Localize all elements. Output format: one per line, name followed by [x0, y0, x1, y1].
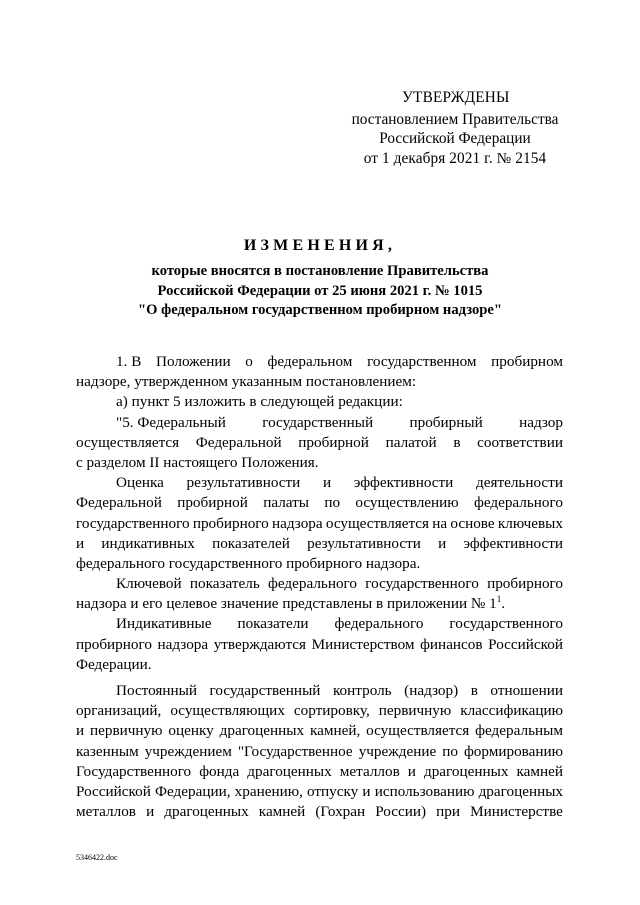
body-word: государственный	[209, 682, 321, 699]
body-word: результативности	[186, 474, 301, 492]
body-line	[76, 574, 563, 594]
body-word: использованию	[374, 782, 475, 800]
body-word: надзор	[519, 413, 563, 431]
body-word: ключевых	[497, 514, 563, 532]
body-word: Министерством	[311, 635, 415, 653]
body-word: (надзор)	[404, 682, 459, 699]
body-line: а) пункт 5 изложить в следующей редакции:	[116, 393, 403, 411]
body-word: металлов	[76, 803, 136, 821]
body-word: "5. Федеральный	[116, 413, 226, 431]
body-word: (Гохран	[315, 803, 366, 821]
body-word: показателей	[212, 534, 290, 552]
body-word: соответствии	[477, 433, 563, 451]
body-word: пробирного	[487, 575, 563, 593]
body-word: организаций,	[76, 702, 162, 720]
body-word: отпуску	[307, 782, 359, 800]
subtitle-line-2: Российской Федерации от 25 июня 2021 г. № 1015	[157, 282, 483, 299]
subtitle-line-3: "О федеральном государственном пробирном надзоре"	[138, 302, 502, 319]
body-word: и	[76, 722, 85, 740]
body-word: пробирный	[409, 413, 483, 431]
body-word: в	[453, 433, 461, 451]
body-word: и	[76, 534, 85, 552]
body-word: камней	[258, 803, 306, 821]
body-word: индикативных	[101, 534, 195, 552]
body-word: палатой	[385, 433, 437, 451]
body-word: Оценка	[116, 474, 164, 492]
body-word: Государственного	[76, 762, 192, 780]
body-word: палаты	[263, 494, 309, 512]
body-word: драгоценных	[219, 722, 305, 740]
body-word: Министерстве	[470, 803, 563, 821]
subtitle-line-1: которые вносятся в постановление Правительства	[151, 263, 489, 279]
body-line	[76, 701, 563, 721]
body-word: камней,	[309, 722, 361, 740]
body-word: сортировку,	[293, 702, 370, 720]
body-word: государственном	[367, 353, 477, 370]
body-word: на	[432, 514, 448, 532]
body-line	[76, 514, 563, 534]
footnote-ref: 1	[496, 594, 502, 605]
body-word: надзора	[157, 635, 209, 653]
body-word: казенным	[76, 742, 139, 760]
body-word: Ключевой	[116, 575, 182, 593]
body-word: государственный	[262, 413, 374, 431]
body-word: о	[245, 353, 253, 370]
body-word: и	[438, 534, 447, 552]
body-word: Российской	[76, 782, 151, 800]
body-word: осуществляется	[366, 722, 470, 740]
body-line	[76, 413, 563, 433]
body-word: осуществляется	[325, 514, 429, 532]
body-word: государственного	[76, 514, 190, 532]
body-word: России)	[375, 803, 427, 821]
body-line	[76, 721, 563, 741]
body-word: государственного	[449, 615, 563, 633]
body-word: пробирной	[177, 494, 248, 512]
body-word: классификацию	[460, 702, 563, 720]
body-word: в	[470, 682, 478, 699]
document-subtitle	[76, 262, 564, 321]
body-word: драгоценных	[247, 762, 332, 780]
body-line: федерального государственного пробирного надзора.	[76, 554, 421, 572]
body-line: с разделом II настоящего Положения.	[76, 453, 319, 471]
body-word: камней	[516, 762, 563, 780]
body-word: первичную	[378, 702, 452, 720]
body-word: федерального	[473, 494, 563, 512]
approval-heading: УТВЕРЖДЕНЫ	[402, 89, 510, 106]
body-word: "Государственное	[237, 742, 353, 760]
body-line: надзоре, утвержденном указанным постановлением:	[76, 373, 417, 391]
body-word: федеральном	[267, 353, 353, 370]
body-word: оценку	[168, 722, 214, 740]
body-line	[76, 635, 563, 655]
body-word: Федеральной	[195, 433, 282, 451]
body-word: финансов	[420, 635, 483, 653]
body-word: Положении	[156, 353, 231, 370]
body-word: Индикативные	[116, 615, 212, 633]
body-line	[76, 594, 563, 614]
body-line: Федерации.	[76, 655, 152, 673]
body-word: пробирного	[192, 514, 269, 532]
body-word: осуществлению	[355, 494, 459, 512]
body-word: федерального	[334, 615, 424, 633]
body-word: утверждаются	[213, 635, 306, 653]
body-word: основе	[450, 514, 495, 532]
body-word: федеральным	[475, 722, 563, 740]
body-word: драгоценных	[423, 762, 509, 780]
body-line	[76, 742, 563, 762]
approval-date: от 1 декабря 2021 г. № 2154	[363, 149, 547, 167]
body-word: пробирной	[298, 433, 369, 451]
body-line	[76, 802, 563, 822]
body-word: и	[407, 762, 416, 780]
body-line	[76, 473, 563, 493]
body-word: государственного	[365, 575, 479, 593]
body-text-span: надзора и его целевое значение представлены в приложении № 1	[76, 595, 497, 613]
approval-line-2: Российской Федерации	[379, 130, 531, 147]
body-word: показатель	[189, 575, 260, 593]
body-word: федерального	[268, 575, 357, 593]
body-line	[76, 782, 563, 802]
body-word: деятельности	[476, 474, 563, 492]
body-word: первичную	[90, 722, 163, 740]
body-word: осуществляющих	[170, 702, 285, 720]
body-word: учреждение	[358, 742, 437, 760]
body-line	[76, 433, 563, 453]
body-line	[76, 352, 563, 372]
body-word: при	[436, 803, 461, 821]
body-line	[76, 762, 563, 782]
body-word: формированию	[463, 742, 563, 760]
body-word: по	[442, 742, 458, 760]
body-line	[76, 614, 563, 634]
body-word: отношении	[490, 682, 563, 699]
body-word: пробирного	[76, 635, 152, 653]
body-word: надзора	[272, 514, 323, 532]
body-word: контроль	[332, 682, 392, 699]
body-word: показатели	[237, 615, 309, 633]
body-word: 1. В	[116, 353, 142, 370]
body-word: драгоценных	[164, 803, 249, 821]
body-word: Федеральной	[76, 494, 162, 512]
document-title: ИЗМЕНЕНИЯ,	[243, 237, 397, 254]
body-word: фонда	[199, 762, 240, 780]
body-word: результативности	[307, 534, 421, 552]
body-word: эффективности	[463, 534, 563, 552]
body-word: Постоянный	[116, 682, 197, 699]
body-word: по	[324, 494, 341, 512]
body-word: пробирном	[491, 353, 563, 370]
file-name-footer: 5346422.doc	[76, 853, 118, 862]
body-word: хранению,	[234, 782, 303, 800]
body-word: осуществляется	[76, 433, 180, 451]
body-word: эффективности	[353, 474, 454, 492]
approval-line-1: постановлением Правительства	[351, 110, 559, 128]
body-word: драгоценных	[478, 782, 563, 800]
document-body	[76, 352, 563, 822]
body-line	[76, 534, 563, 554]
approval-stamp	[340, 88, 570, 168]
body-text-span: .	[501, 595, 506, 613]
body-word: металлов	[339, 762, 400, 780]
body-word: и	[146, 803, 155, 821]
body-line	[76, 493, 563, 513]
body-word: Российской	[488, 635, 563, 653]
body-word: и	[323, 474, 332, 492]
body-word: учреждением	[144, 742, 232, 760]
body-word: Федерации,	[155, 782, 231, 800]
body-line	[76, 681, 563, 701]
body-word: и	[362, 782, 371, 800]
